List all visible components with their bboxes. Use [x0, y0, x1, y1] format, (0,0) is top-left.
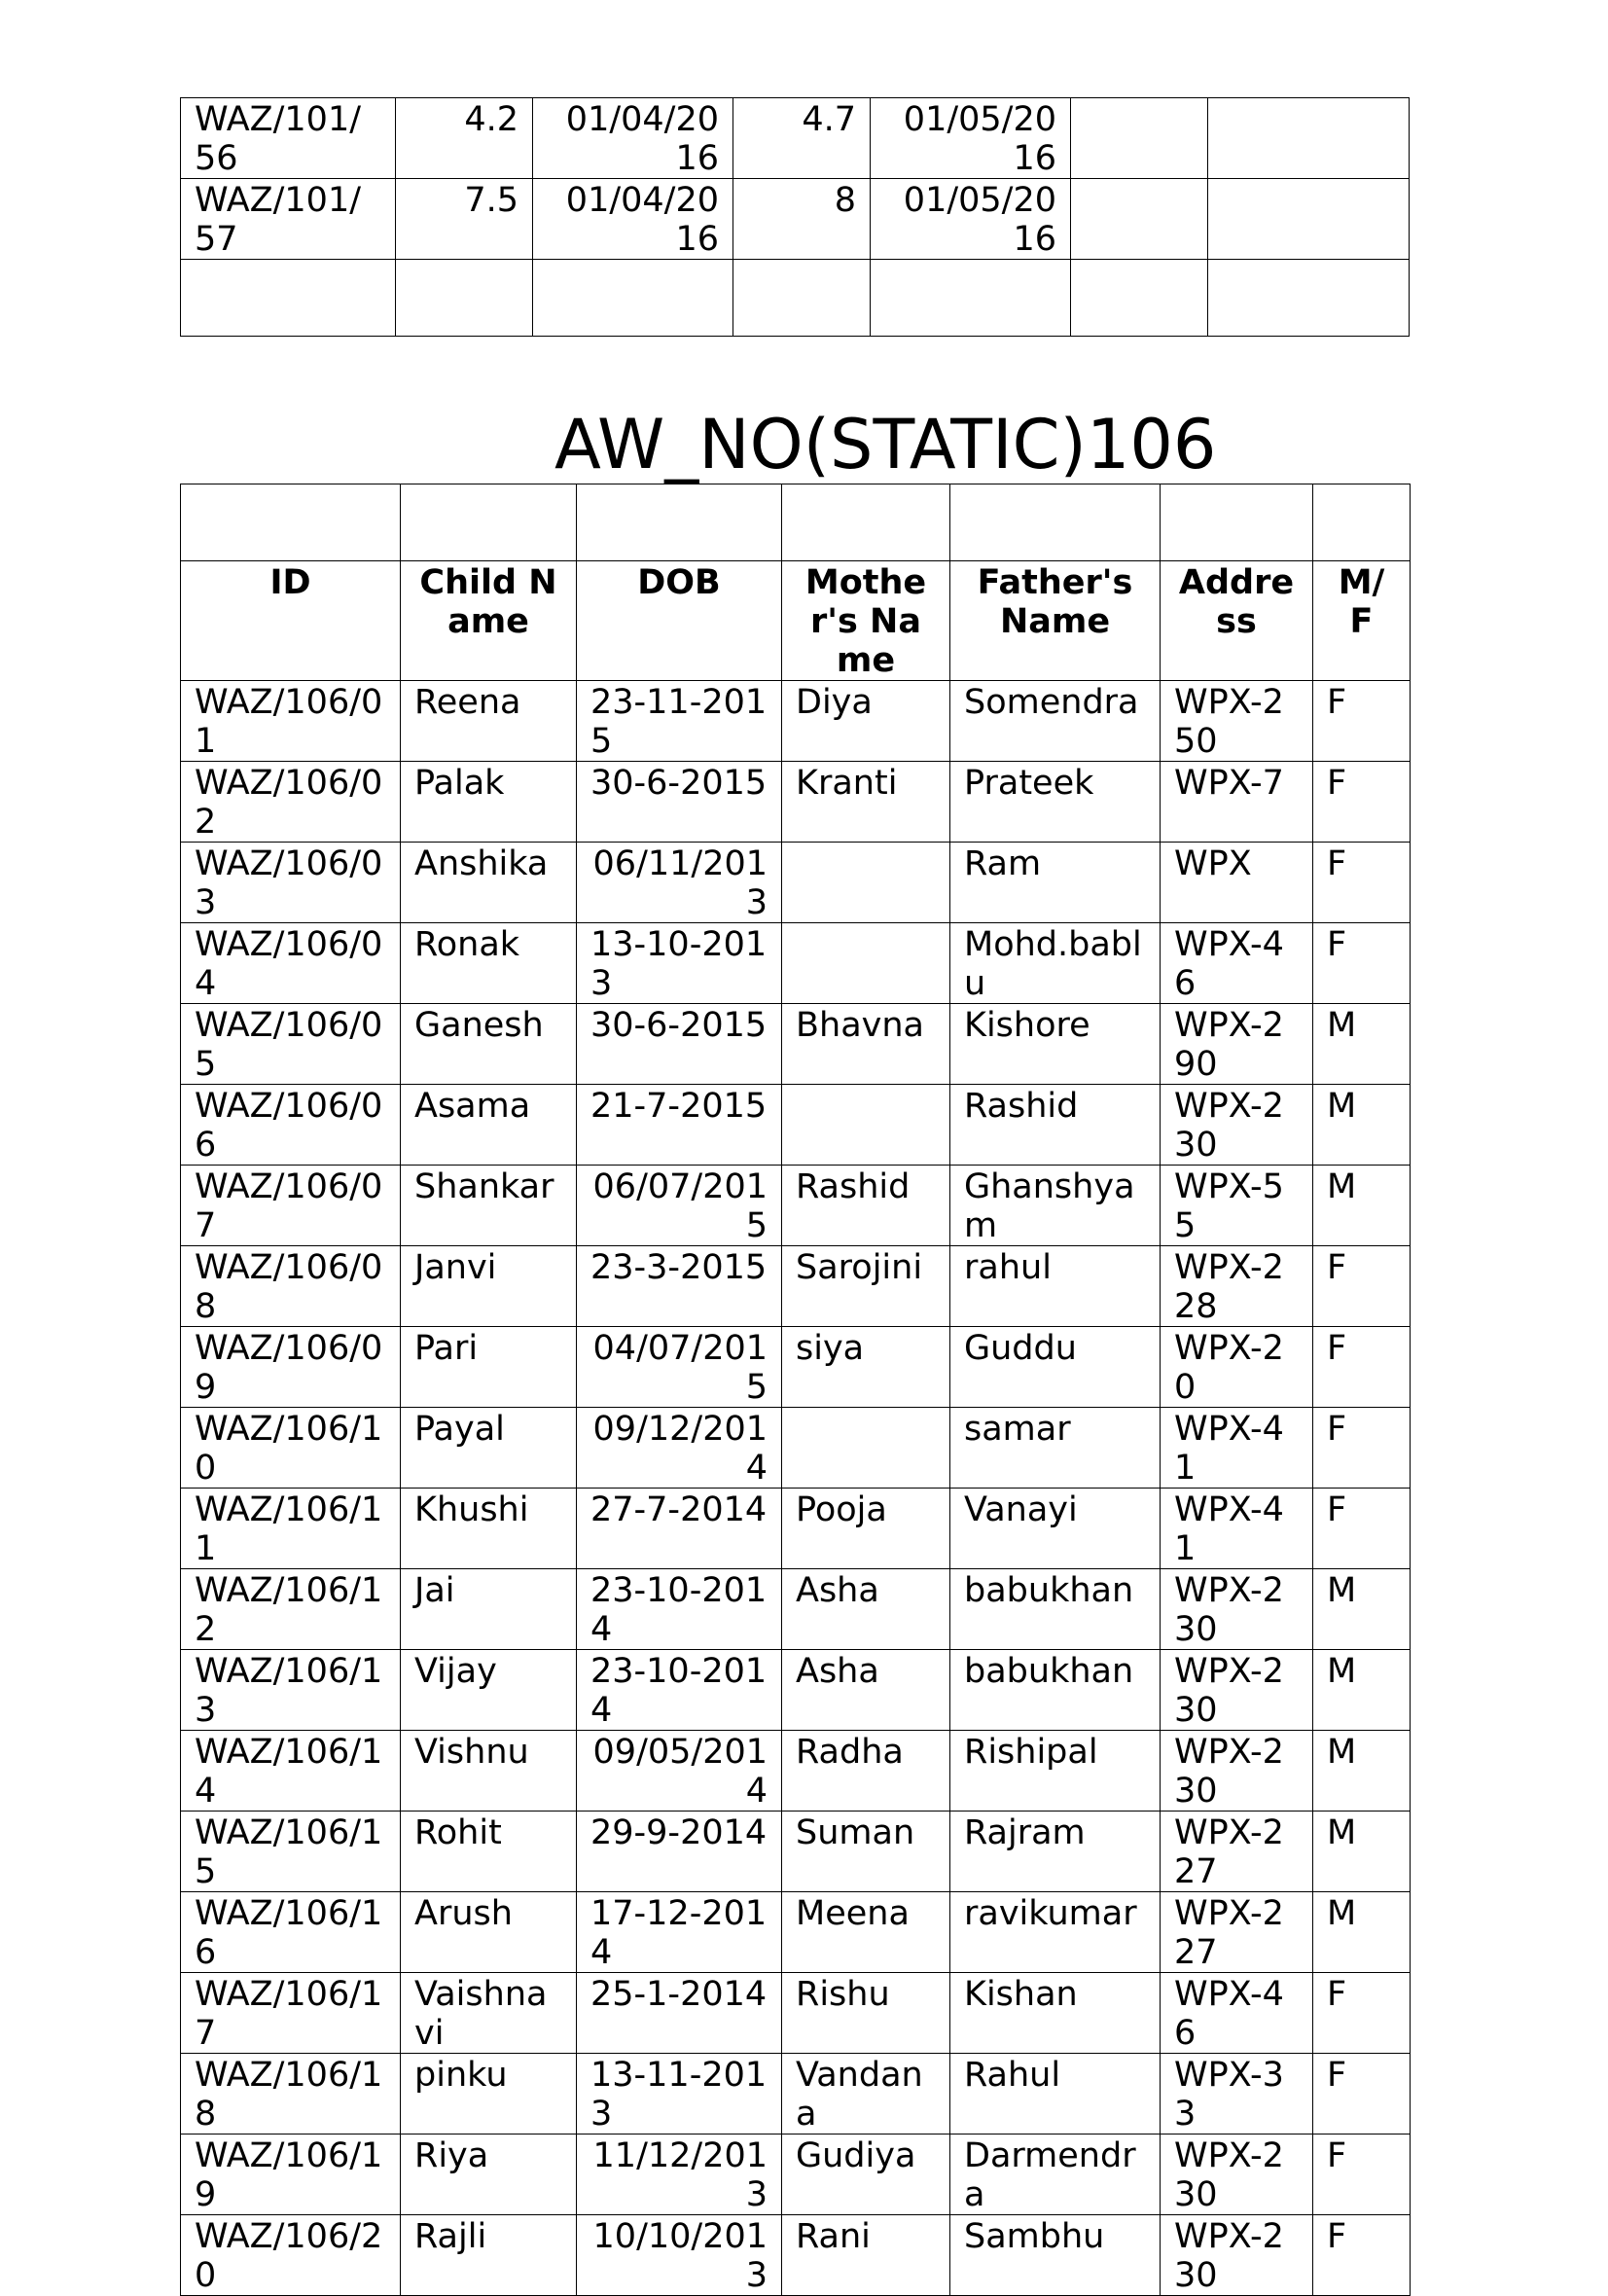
- child-name-cell: Payal: [401, 1408, 577, 1489]
- dob-cell: 04/07/2015: [577, 1327, 782, 1408]
- blank-cell: [1161, 484, 1313, 561]
- mother-name-cell: [782, 1408, 950, 1489]
- child-id-cell: WAZ/106/20: [181, 2215, 401, 2296]
- mother-name-cell: Rashid: [782, 1166, 950, 1246]
- father-name-cell: Rishipal: [950, 1731, 1161, 1812]
- dob-cell: 11/12/2013: [577, 2135, 782, 2215]
- dob-cell: 27-7-2014: [577, 1489, 782, 1569]
- child-id-cell: WAZ/106/19: [181, 2135, 401, 2215]
- date-cell: 01/04/2016: [533, 98, 733, 179]
- record-id-cell: [181, 260, 396, 337]
- child-name-cell: Arush: [401, 1892, 577, 1973]
- table-row: [181, 1246, 1411, 1327]
- value-cell: 4.7: [733, 98, 871, 179]
- children-register-table: [180, 484, 1411, 2296]
- child-id-cell: WAZ/106/05: [181, 1004, 401, 1085]
- address-cell: WPX-230: [1161, 1650, 1313, 1731]
- mother-name-cell: Kranti: [782, 762, 950, 843]
- date-cell: 01/05/2016: [871, 98, 1071, 179]
- mother-name-cell: Suman: [782, 1812, 950, 1892]
- child-id-cell: WAZ/106/03: [181, 843, 401, 923]
- table-row: [181, 1004, 1411, 1085]
- date-cell: 01/05/2016: [871, 179, 1071, 260]
- address-cell: WPX-230: [1161, 1569, 1313, 1650]
- gender-cell: F: [1313, 1327, 1411, 1408]
- child-name-cell: Rohit: [401, 1812, 577, 1892]
- previous-record-row: [181, 260, 1410, 337]
- page-title: AW_NO(STATIC)106: [554, 405, 1217, 484]
- date-cell: [871, 260, 1071, 337]
- child-name-cell: Reena: [401, 681, 577, 762]
- gender-cell: M: [1313, 1569, 1411, 1650]
- dob-cell: 13-11-2013: [577, 2054, 782, 2135]
- table-row: [181, 1731, 1411, 1812]
- gender-cell: M: [1313, 1166, 1411, 1246]
- father-name-cell: Rahul: [950, 2054, 1161, 2135]
- gender-cell: F: [1313, 843, 1411, 923]
- record-id-cell: WAZ/101/57: [181, 179, 396, 260]
- mother-name-cell: Diya: [782, 681, 950, 762]
- child-name-cell: Riya: [401, 2135, 577, 2215]
- child-name-cell: pinku: [401, 2054, 577, 2135]
- table-row: [181, 923, 1411, 1004]
- gender-cell: F: [1313, 681, 1411, 762]
- date-cell: 01/04/2016: [533, 179, 733, 260]
- value-cell: [733, 260, 871, 337]
- father-name-cell: ravikumar: [950, 1892, 1161, 1973]
- column-header-address: Address: [1161, 561, 1313, 681]
- date-cell: [533, 260, 733, 337]
- child-name-cell: Pari: [401, 1327, 577, 1408]
- gender-cell: M: [1313, 1812, 1411, 1892]
- dob-cell: 25-1-2014: [577, 1973, 782, 2054]
- child-id-cell: WAZ/106/07: [181, 1166, 401, 1246]
- dob-cell: 17-12-2014: [577, 1892, 782, 1973]
- child-id-cell: WAZ/106/01: [181, 681, 401, 762]
- child-name-cell: Janvi: [401, 1246, 577, 1327]
- father-name-cell: babukhan: [950, 1569, 1161, 1650]
- child-name-cell: Khushi: [401, 1489, 577, 1569]
- child-name-cell: Jai: [401, 1569, 577, 1650]
- previous-record-row: [181, 98, 1410, 179]
- blank-cell: [950, 484, 1161, 561]
- blank-cell: [577, 484, 782, 561]
- table-row: [181, 1812, 1411, 1892]
- gender-cell: F: [1313, 762, 1411, 843]
- father-name-cell: Ghanshyam: [950, 1166, 1161, 1246]
- table-row: [181, 1650, 1411, 1731]
- value-cell: 7.5: [396, 179, 533, 260]
- column-header-fathers-name: Father's Name: [950, 561, 1161, 681]
- previous-record-row: [181, 179, 1410, 260]
- address-cell: WPX: [1161, 843, 1313, 923]
- father-name-cell: Prateek: [950, 762, 1161, 843]
- mother-name-cell: Bhavna: [782, 1004, 950, 1085]
- gender-cell: F: [1313, 2054, 1411, 2135]
- table-row: [181, 2215, 1411, 2296]
- dob-cell: 09/12/2014: [577, 1408, 782, 1489]
- mother-name-cell: [782, 1085, 950, 1166]
- child-id-cell: WAZ/106/04: [181, 923, 401, 1004]
- father-name-cell: Darmendra: [950, 2135, 1161, 2215]
- child-name-cell: Rajli: [401, 2215, 577, 2296]
- address-cell: WPX-250: [1161, 681, 1313, 762]
- dob-cell: 23-3-2015: [577, 1246, 782, 1327]
- column-header-child-name: Child Name: [401, 561, 577, 681]
- mother-name-cell: Rishu: [782, 1973, 950, 2054]
- table-row: [181, 1166, 1411, 1246]
- father-name-cell: rahul: [950, 1246, 1161, 1327]
- gender-cell: M: [1313, 1004, 1411, 1085]
- blank-header-row: [181, 484, 1411, 561]
- gender-cell: M: [1313, 1085, 1411, 1166]
- dob-cell: 30-6-2015: [577, 1004, 782, 1085]
- father-name-cell: Rashid: [950, 1085, 1161, 1166]
- dob-cell: 10/10/2013: [577, 2215, 782, 2296]
- mother-name-cell: Pooja: [782, 1489, 950, 1569]
- child-name-cell: Ronak: [401, 923, 577, 1004]
- child-name-cell: Palak: [401, 762, 577, 843]
- gender-cell: F: [1313, 2135, 1411, 2215]
- father-name-cell: Kishore: [950, 1004, 1161, 1085]
- gender-cell: F: [1313, 1408, 1411, 1489]
- child-id-cell: WAZ/106/15: [181, 1812, 401, 1892]
- child-id-cell: WAZ/106/11: [181, 1489, 401, 1569]
- dob-cell: 06/07/2015: [577, 1166, 782, 1246]
- gender-cell: M: [1313, 1731, 1411, 1812]
- dob-cell: 23-10-2014: [577, 1569, 782, 1650]
- blank-cell: [1208, 179, 1410, 260]
- blank-cell: [1208, 260, 1410, 337]
- child-id-cell: WAZ/106/12: [181, 1569, 401, 1650]
- mother-name-cell: [782, 843, 950, 923]
- mother-name-cell: Radha: [782, 1731, 950, 1812]
- mother-name-cell: Vandana: [782, 2054, 950, 2135]
- dob-cell: 21-7-2015: [577, 1085, 782, 1166]
- address-cell: WPX-41: [1161, 1489, 1313, 1569]
- child-id-cell: WAZ/106/13: [181, 1650, 401, 1731]
- father-name-cell: Rajram: [950, 1812, 1161, 1892]
- father-name-cell: samar: [950, 1408, 1161, 1489]
- value-cell: 4.2: [396, 98, 533, 179]
- address-cell: WPX-55: [1161, 1166, 1313, 1246]
- table-row: [181, 1327, 1411, 1408]
- father-name-cell: Ram: [950, 843, 1161, 923]
- column-header-row: [181, 561, 1411, 681]
- address-cell: WPX-46: [1161, 923, 1313, 1004]
- child-id-cell: WAZ/106/17: [181, 1973, 401, 2054]
- child-id-cell: WAZ/106/02: [181, 762, 401, 843]
- table-row: [181, 1973, 1411, 2054]
- previous-records-table: [180, 97, 1410, 337]
- gender-cell: F: [1313, 1973, 1411, 2054]
- table-row: [181, 843, 1411, 923]
- child-name-cell: Shankar: [401, 1166, 577, 1246]
- table-row: [181, 2054, 1411, 2135]
- children-register-body: [181, 681, 1411, 2296]
- gender-cell: F: [1313, 923, 1411, 1004]
- record-id-cell: WAZ/101/56: [181, 98, 396, 179]
- table-row: [181, 2135, 1411, 2215]
- mother-name-cell: Asha: [782, 1569, 950, 1650]
- table-row: [181, 1085, 1411, 1166]
- father-name-cell: Guddu: [950, 1327, 1161, 1408]
- address-cell: WPX-230: [1161, 2215, 1313, 2296]
- father-name-cell: babukhan: [950, 1650, 1161, 1731]
- blank-cell: [1071, 98, 1208, 179]
- father-name-cell: Vanayi: [950, 1489, 1161, 1569]
- address-cell: WPX-230: [1161, 2135, 1313, 2215]
- mother-name-cell: Gudiya: [782, 2135, 950, 2215]
- table-row: [181, 1408, 1411, 1489]
- mother-name-cell: Meena: [782, 1892, 950, 1973]
- blank-cell: [1071, 179, 1208, 260]
- child-name-cell: Vaishnavi: [401, 1973, 577, 2054]
- mother-name-cell: Sarojini: [782, 1246, 950, 1327]
- mother-name-cell: [782, 923, 950, 1004]
- dob-cell: 30-6-2015: [577, 762, 782, 843]
- dob-cell: 13-10-2013: [577, 923, 782, 1004]
- child-name-cell: Ganesh: [401, 1004, 577, 1085]
- child-id-cell: WAZ/106/16: [181, 1892, 401, 1973]
- gender-cell: F: [1313, 2215, 1411, 2296]
- column-header-dob: DOB: [577, 561, 782, 681]
- table-row: [181, 1569, 1411, 1650]
- child-name-cell: Asama: [401, 1085, 577, 1166]
- child-name-cell: Vishnu: [401, 1731, 577, 1812]
- father-name-cell: Somendra: [950, 681, 1161, 762]
- child-id-cell: WAZ/106/14: [181, 1731, 401, 1812]
- address-cell: WPX-230: [1161, 1085, 1313, 1166]
- child-id-cell: WAZ/106/06: [181, 1085, 401, 1166]
- address-cell: WPX-33: [1161, 2054, 1313, 2135]
- father-name-cell: Mohd.bablu: [950, 923, 1161, 1004]
- dob-cell: 06/11/2013: [577, 843, 782, 923]
- table-row: [181, 1489, 1411, 1569]
- gender-cell: F: [1313, 1246, 1411, 1327]
- value-cell: [396, 260, 533, 337]
- table-row: [181, 1892, 1411, 1973]
- address-cell: WPX-20: [1161, 1327, 1313, 1408]
- blank-cell: [782, 484, 950, 561]
- blank-cell: [401, 484, 577, 561]
- blank-cell: [1208, 98, 1410, 179]
- children-register-head: [181, 484, 1411, 681]
- blank-cell: [1313, 484, 1411, 561]
- child-id-cell: WAZ/106/08: [181, 1246, 401, 1327]
- table-row: [181, 762, 1411, 843]
- mother-name-cell: siya: [782, 1327, 950, 1408]
- gender-cell: F: [1313, 1489, 1411, 1569]
- table-row: [181, 681, 1411, 762]
- address-cell: WPX-227: [1161, 1892, 1313, 1973]
- address-cell: WPX-227: [1161, 1812, 1313, 1892]
- child-name-cell: Anshika: [401, 843, 577, 923]
- previous-records-body: [181, 98, 1410, 337]
- blank-cell: [1071, 260, 1208, 337]
- address-cell: WPX-290: [1161, 1004, 1313, 1085]
- gender-cell: M: [1313, 1650, 1411, 1731]
- address-cell: WPX-7: [1161, 762, 1313, 843]
- address-cell: WPX-46: [1161, 1973, 1313, 2054]
- dob-cell: 23-10-2014: [577, 1650, 782, 1731]
- father-name-cell: Sambhu: [950, 2215, 1161, 2296]
- mother-name-cell: Rani: [782, 2215, 950, 2296]
- address-cell: WPX-230: [1161, 1731, 1313, 1812]
- address-cell: WPX-41: [1161, 1408, 1313, 1489]
- column-header-gender: M/F: [1313, 561, 1411, 681]
- child-name-cell: Vijay: [401, 1650, 577, 1731]
- address-cell: WPX-228: [1161, 1246, 1313, 1327]
- child-id-cell: WAZ/106/09: [181, 1327, 401, 1408]
- dob-cell: 23-11-2015: [577, 681, 782, 762]
- dob-cell: 29-9-2014: [577, 1812, 782, 1892]
- child-id-cell: WAZ/106/18: [181, 2054, 401, 2135]
- child-id-cell: WAZ/106/10: [181, 1408, 401, 1489]
- dob-cell: 09/05/2014: [577, 1731, 782, 1812]
- column-header-mothers-name: Mother's Name: [782, 561, 950, 681]
- blank-cell: [181, 484, 401, 561]
- father-name-cell: Kishan: [950, 1973, 1161, 2054]
- column-header-id: ID: [181, 561, 401, 681]
- gender-cell: M: [1313, 1892, 1411, 1973]
- mother-name-cell: Asha: [782, 1650, 950, 1731]
- value-cell: 8: [733, 179, 871, 260]
